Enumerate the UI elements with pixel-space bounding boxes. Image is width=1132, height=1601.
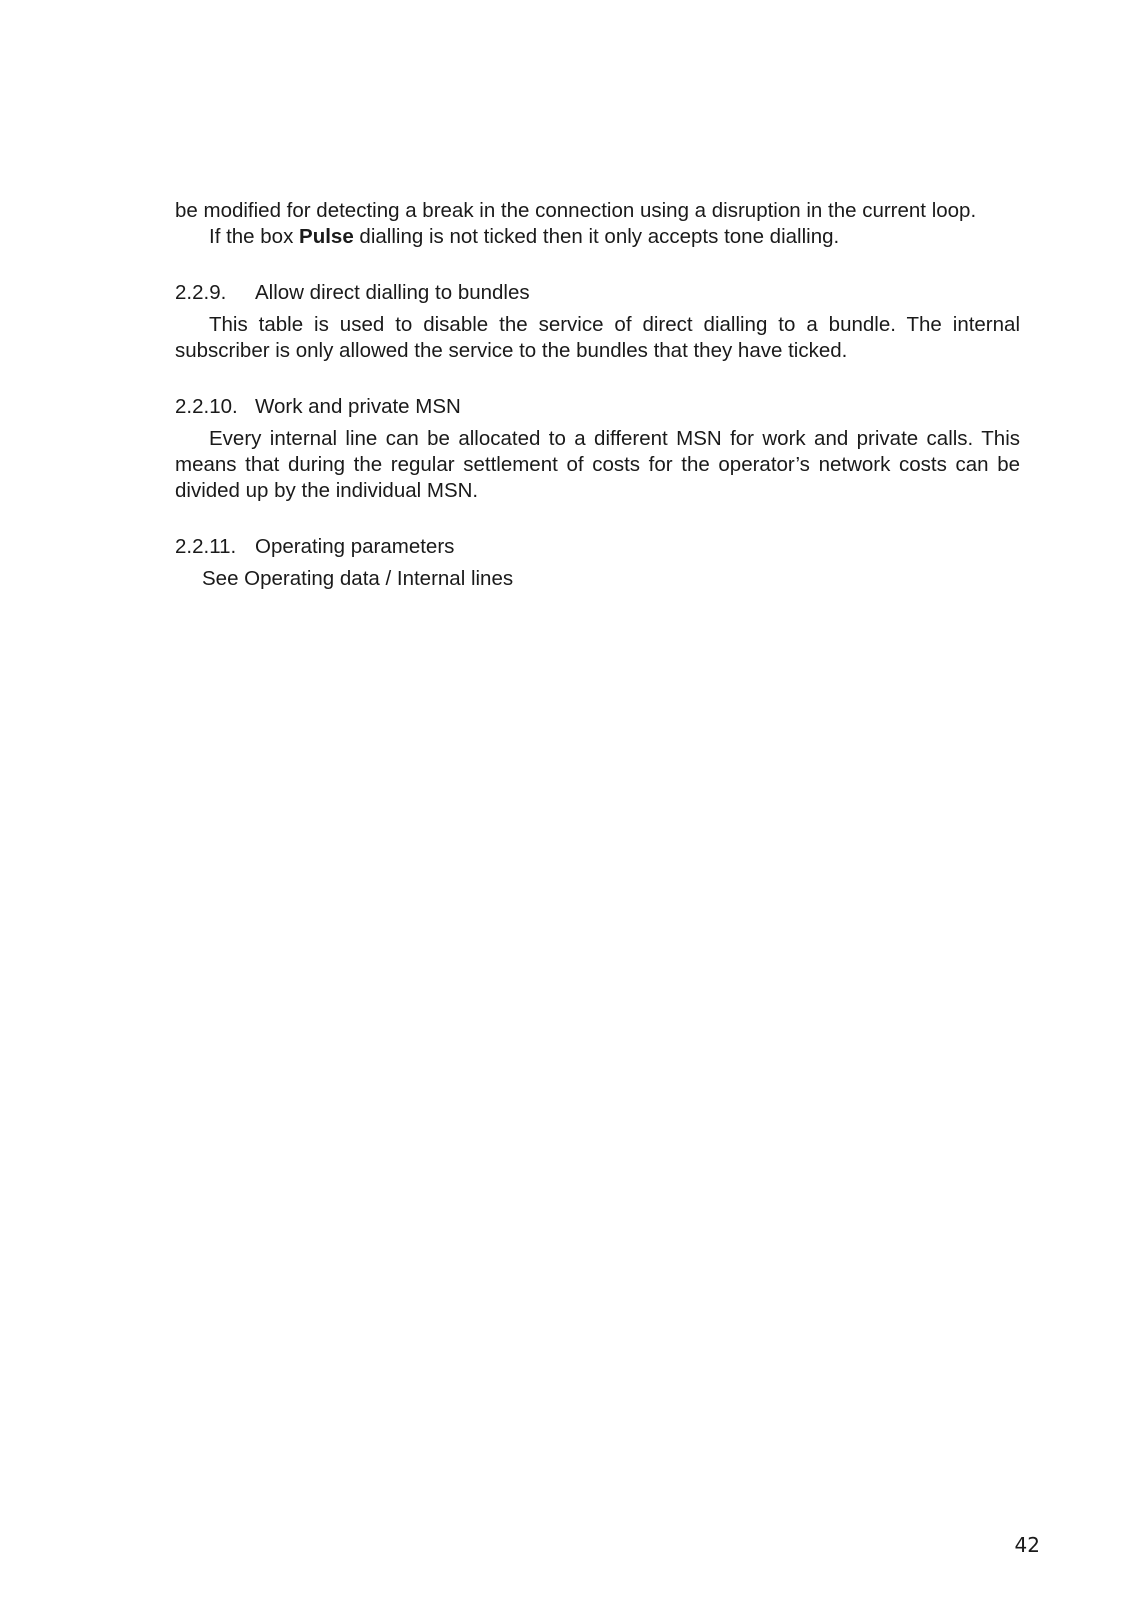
- section-body-2-2-10: Every internal line can be allocated to a different MSN for work and private calls. This means that during the regular settlement of costs for the operator’s network costs can be divided up by the individual MSN.: [175, 427, 1020, 502]
- section-title: Work and private MSN: [255, 395, 461, 418]
- pulse-suffix: dialling is not ticked then it only accepts tone dialling.: [353, 225, 840, 248]
- section-heading-2-2-10: [175, 394, 1020, 420]
- pulse-paragraph: [175, 224, 1020, 250]
- section-body-2-2-11: See Operating data / Internal lines: [202, 567, 514, 590]
- continuation-paragraph: be modified for detecting a break in the connection using a disruption in the current loop.: [175, 199, 977, 222]
- section-number: 2.2.9.: [175, 281, 227, 304]
- page-number: 42: [1014, 1533, 1040, 1557]
- section-title: Operating parameters: [255, 535, 455, 558]
- section-title: Allow direct dialling to bundles: [255, 281, 530, 304]
- pulse-bold-term: Pulse: [299, 225, 354, 248]
- section-number: 2.2.10.: [175, 395, 238, 418]
- section-heading-2-2-11: [175, 534, 1020, 560]
- section-heading-2-2-9: [175, 280, 1020, 306]
- pulse-prefix: If the box: [209, 225, 300, 248]
- page-content: [175, 198, 1020, 592]
- section-body-2-2-9: This table is used to disable the service of direct dialling to a bundle. The internal subscriber is only allowed the service to the bundles that they have ticked.: [175, 313, 1020, 362]
- section-number: 2.2.11.: [175, 535, 237, 558]
